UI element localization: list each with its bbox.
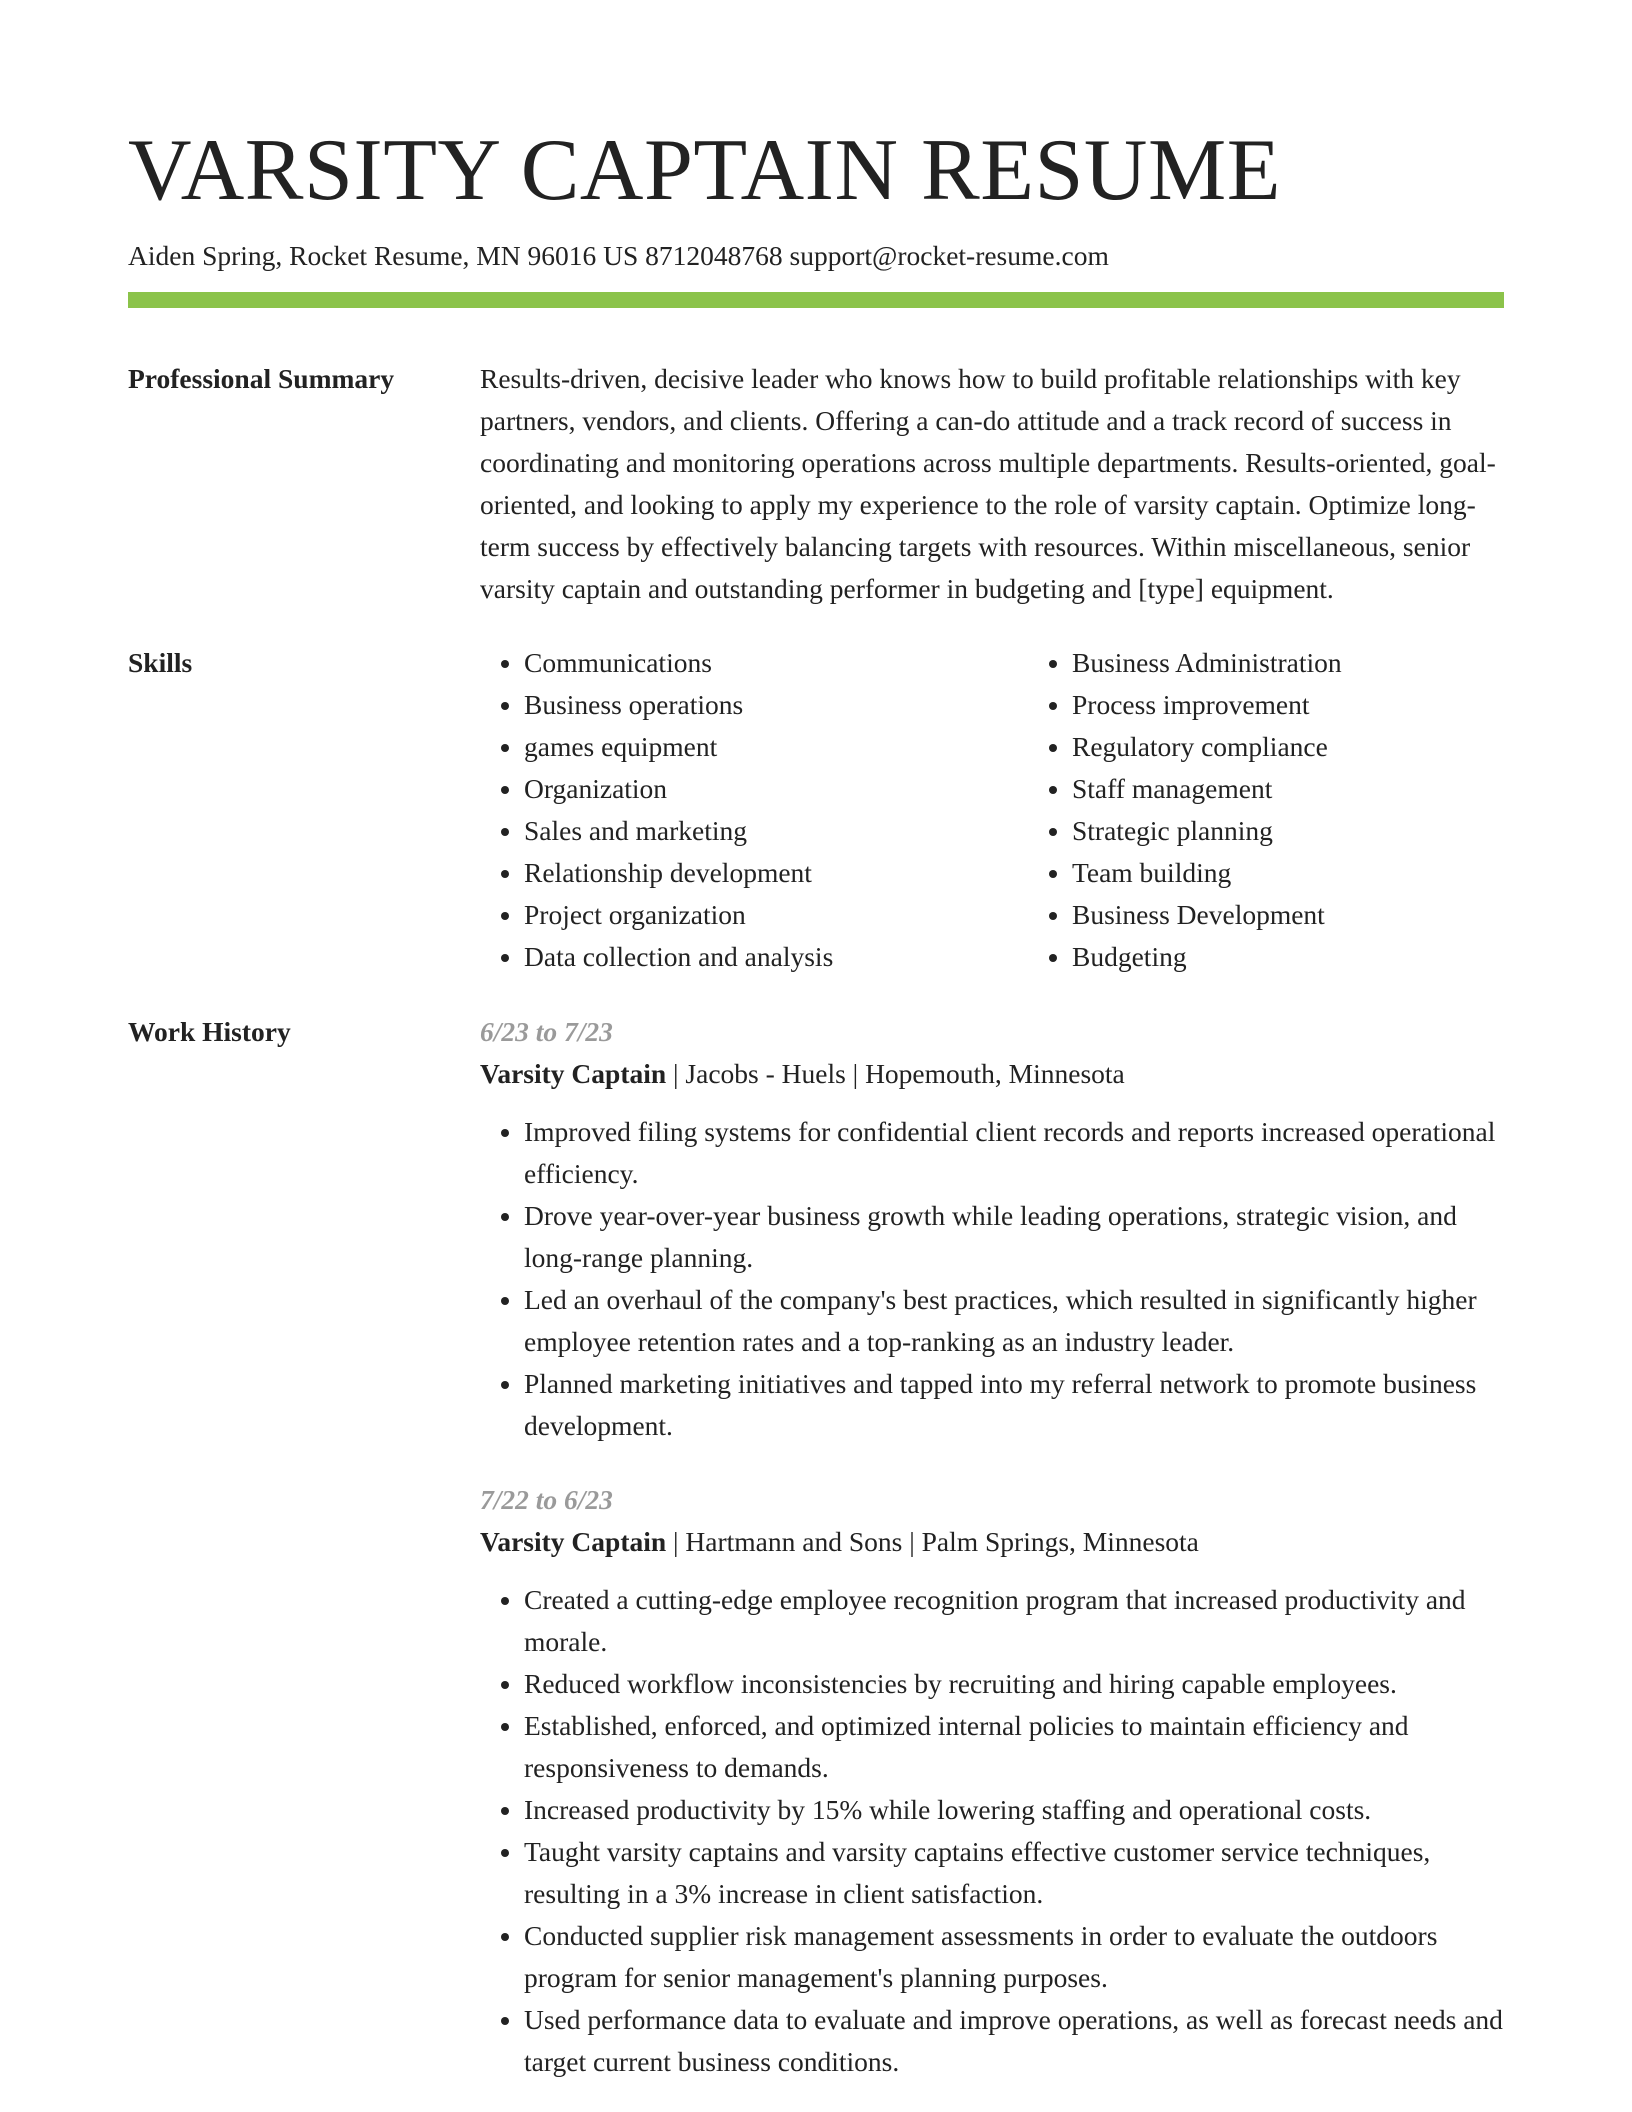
job-bullet: • Reduced workflow inconsistencies by recruiting and hiring capable employees.: [524, 1663, 1504, 1705]
work-history-section: [128, 1011, 1504, 2083]
job-company-location: | Hartmann and Sons | Palm Springs, Minnesota: [666, 1526, 1199, 1557]
job-company-location: | Jacobs - Huels | Hopemouth, Minnesota: [666, 1058, 1125, 1089]
summary-text: Results-driven, decisive leader who knows how to build profitable relationships with key partners, vendors, and clients. Offering a can-do attitude and a track record of success in coordinating and monitoring operations across multiple departments. Results-oriented, goal-oriented, and looking to apply my experience to the role of varsity captain. Optimize long-term success by effectively balancing targets with resources. Within miscellaneous, senior varsity captain and outstanding performer in budgeting and [type] equipment.: [480, 363, 1496, 604]
job-bullet: • Taught varsity captains and varsity captains effective customer service techniques, resulting in a 3% increase in client satisfaction.: [524, 1831, 1504, 1915]
section-label-work: Work History: [128, 1016, 291, 1047]
skill-item: • games equipment: [524, 726, 1028, 768]
resume-title: VARSITY CAPTAIN RESUME: [128, 122, 1281, 219]
skill-item: • Organization: [524, 768, 1028, 810]
job-entry: [480, 1011, 1504, 1447]
skill-item: • Staff management: [1072, 768, 1576, 810]
job-dates: 6/23 to 7/23: [480, 1016, 613, 1047]
skill-item: • Business Administration: [1072, 642, 1576, 684]
job-bullet: • Drove year-over-year business growth while leading operations, strategic vision, and long-range planning.: [524, 1195, 1504, 1279]
job-dates: 7/22 to 6/23: [480, 1484, 613, 1515]
job-bullet: • Increased productivity by 15% while lowering staffing and operational costs.: [524, 1789, 1504, 1831]
skill-item: • Project organization: [524, 894, 1028, 936]
job-heading: [480, 1053, 1504, 1095]
contact-line: Aiden Spring, Rocket Resume, MN 96016 US 8712048768 support@rocket-resume.com: [128, 240, 1109, 271]
skills-columns: [480, 642, 1576, 978]
skills-list-right: [1028, 642, 1576, 978]
job-bullet: • Improved filing systems for confidential client records and reports increased operational efficiency.: [524, 1111, 1504, 1195]
skill-item: • Process improvement: [1072, 684, 1576, 726]
job-title: Varsity Captain: [480, 1526, 667, 1557]
skill-item: • Business Development: [1072, 894, 1576, 936]
job-heading: [480, 1521, 1504, 1563]
skill-item: • Budgeting: [1072, 936, 1576, 978]
skill-item: • Regulatory compliance: [1072, 726, 1576, 768]
skill-item: • Communications: [524, 642, 1028, 684]
skills-section: [128, 642, 1504, 978]
job-title: Varsity Captain: [480, 1058, 667, 1089]
skill-item: • Strategic planning: [1072, 810, 1576, 852]
skill-item: • Team building: [1072, 852, 1576, 894]
skills-list-left: [480, 642, 1028, 978]
skill-item: • Sales and marketing: [524, 810, 1028, 852]
job-bullet: • Established, enforced, and optimized internal policies to maintain efficiency and responsiveness to demands.: [524, 1705, 1504, 1789]
job-bullets: [480, 1111, 1504, 1447]
accent-divider: [128, 292, 1504, 308]
work-history-body: [480, 1011, 1504, 2083]
job-bullet: • Created a cutting-edge employee recognition program that increased productivity and morale.: [524, 1579, 1504, 1663]
skill-item: • Data collection and analysis: [524, 936, 1028, 978]
job-bullet: • Used performance data to evaluate and improve operations, as well as forecast needs and target current business conditions.: [524, 1999, 1504, 2083]
section-label-skills: Skills: [128, 647, 193, 678]
skill-item: • Business operations: [524, 684, 1028, 726]
job-bullet: • Led an overhaul of the company's best practices, which resulted in significantly higher employee retention rates and a top-ranking as an industry leader.: [524, 1279, 1504, 1363]
section-label-summary: Professional Summary: [128, 363, 395, 394]
professional-summary-section: [128, 358, 1504, 610]
job-bullet: • Conducted supplier risk management assessments in order to evaluate the outdoors program for senior management's planning purposes.: [524, 1915, 1504, 1999]
job-bullet: • Planned marketing initiatives and tapped into my referral network to promote business development.: [524, 1363, 1504, 1447]
job-entry: [480, 1479, 1504, 2083]
job-bullets: [480, 1579, 1504, 2083]
skill-item: • Relationship development: [524, 852, 1028, 894]
